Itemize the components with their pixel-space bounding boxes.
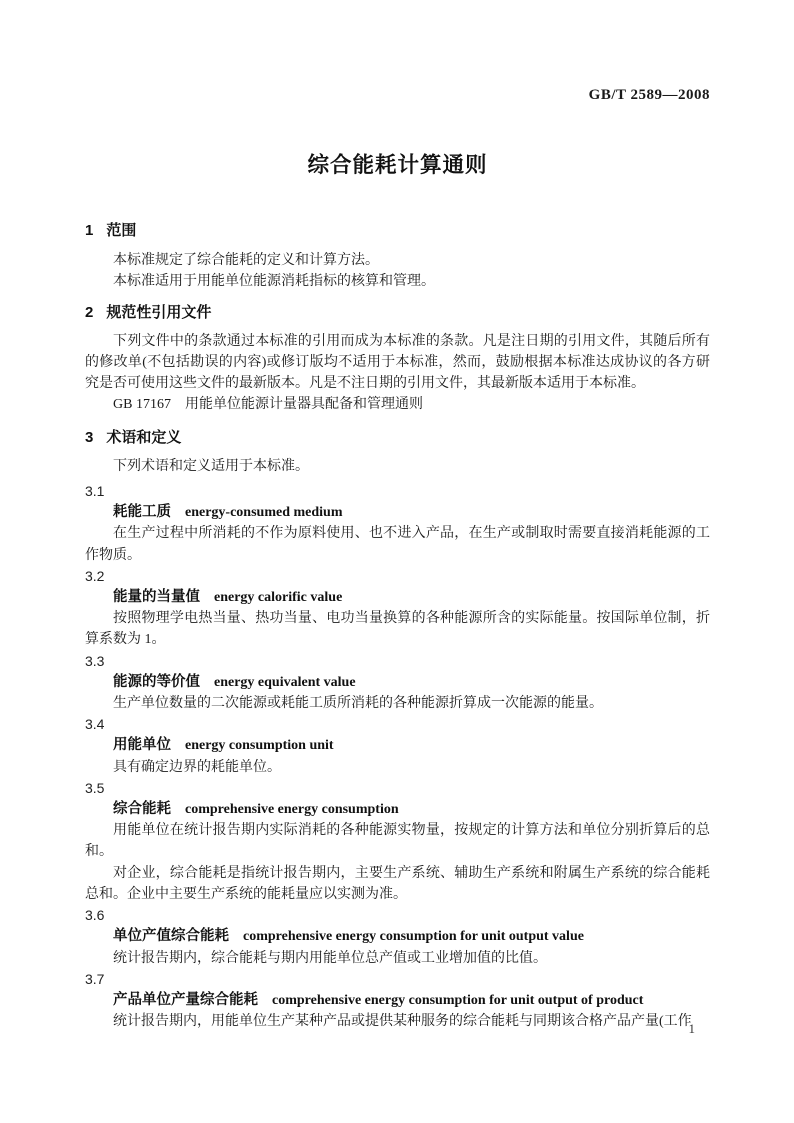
term-zh: 综合能耗 — [113, 801, 171, 818]
term-title — [85, 672, 710, 693]
term-en: energy consumption unit — [185, 738, 334, 754]
term-number: 3.4 — [85, 716, 105, 733]
term-title — [85, 926, 710, 947]
term-definition: 统计报告期内，用能单位生产某种产品或提供某种服务的综合能耗与同期该合格产品产量(工作 — [113, 1014, 692, 1030]
term-zh: 用能单位 — [113, 737, 171, 754]
document-title: 综合能耗计算通则 — [307, 153, 488, 177]
reference-entry: GB 17167 用能单位能源计量器具配备和管理通则 — [113, 397, 423, 413]
term-definition: 按照物理学电热当量、热功当量、电功当量换算的各种能源所含的实际能量。按国际单位制，折算系数为 1。 — [85, 611, 710, 648]
term-3-4 — [85, 714, 710, 778]
term-en: comprehensive energy consumption — [185, 802, 399, 818]
term-number: 3.5 — [85, 779, 105, 796]
term-definition: 在生产过程中所消耗的不作为原料使用、也不进入产品，在生产或制取时需要直接消耗能源的工作物质。 — [85, 526, 710, 563]
term-en: energy equivalent value — [214, 674, 356, 690]
section-1-heading — [85, 220, 710, 241]
term-number: 3.1 — [85, 483, 105, 500]
term-3-1 — [85, 481, 710, 566]
term-3-5 — [85, 778, 710, 905]
section-3-heading — [85, 427, 710, 448]
term-zh: 单位产值综合能耗 — [113, 928, 229, 945]
term-definition: 生产单位数量的二次能源或耗能工质所消耗的各种能源折算成一次能源的能量。 — [113, 696, 603, 712]
section-2-number: 2 — [85, 303, 94, 321]
term-zh: 产品单位产量综合能耗 — [113, 991, 258, 1008]
term-title — [85, 587, 710, 608]
section-3-intro: 下列术语和定义适用于本标准。 — [113, 458, 309, 474]
term-en: energy calorific value — [214, 590, 343, 606]
section-2-heading — [85, 302, 710, 323]
term-zh: 能源的等价值 — [113, 673, 200, 690]
term-en: comprehensive energy consumption for unit output value — [243, 929, 584, 945]
term-zh: 能量的当量值 — [113, 589, 200, 606]
term-3-6 — [85, 905, 710, 969]
standard-code: GB/T 2589—2008 — [588, 87, 710, 103]
term-number: 3.2 — [85, 567, 105, 584]
term-definition: 具有确定边界的耗能单位。 — [113, 759, 281, 775]
term-definition: 对企业，综合能耗是指统计报告期内，主要生产系统、辅助生产系统和附属生产系统的综合能耗总和。企业中主要生产系统的能耗量应以实测为准。 — [85, 865, 710, 902]
section-3-number: 3 — [85, 428, 94, 446]
section-1-paragraph: 本标准规定了综合能耗的定义和计算方法。 — [113, 253, 379, 269]
term-number: 3.3 — [85, 652, 105, 669]
term-title — [85, 990, 710, 1011]
section-1-number: 1 — [85, 222, 94, 239]
section-1-paragraph: 本标准适用于用能单位能源消耗指标的核算和管理。 — [113, 274, 435, 290]
section-1-title: 范围 — [106, 222, 137, 239]
term-zh: 耗能工质 — [113, 504, 171, 521]
term-definition: 统计报告期内，综合能耗与期内用能单位总产值或工业增加值的比值。 — [113, 950, 547, 966]
term-title — [85, 502, 710, 523]
page-number: 1 — [688, 1021, 695, 1036]
term-en: energy-consumed medium — [185, 505, 343, 521]
section-3-title: 术语和定义 — [106, 428, 182, 446]
term-3-2 — [85, 566, 710, 651]
term-title — [85, 799, 710, 820]
term-number: 3.6 — [85, 907, 105, 924]
term-en: comprehensive energy consumption for unit output of product — [272, 992, 644, 1008]
term-definition: 用能单位在统计报告期内实际消耗的各种能源实物量，按规定的计算方法和单位分别折算后的总和。 — [85, 823, 710, 860]
term-number: 3.7 — [85, 970, 105, 987]
page-content — [85, 0, 710, 1032]
section-2-title: 规范性引用文件 — [106, 303, 212, 321]
term-3-3 — [85, 651, 710, 715]
term-3-7 — [85, 969, 710, 1033]
term-title — [85, 735, 710, 756]
section-2-paragraph: 下列文件中的条款通过本标准的引用而成为本标准的条款。凡是注日期的引用文件，其随后所有的修改单(不包括勘误的内容)或修订版均不适用于本标准，然而，鼓励根据本标准达成协议的各方研究是否可使用这些文件的最新版本。凡是不注日期的引用文件，其最新版本适用于本标准。 — [85, 333, 710, 392]
